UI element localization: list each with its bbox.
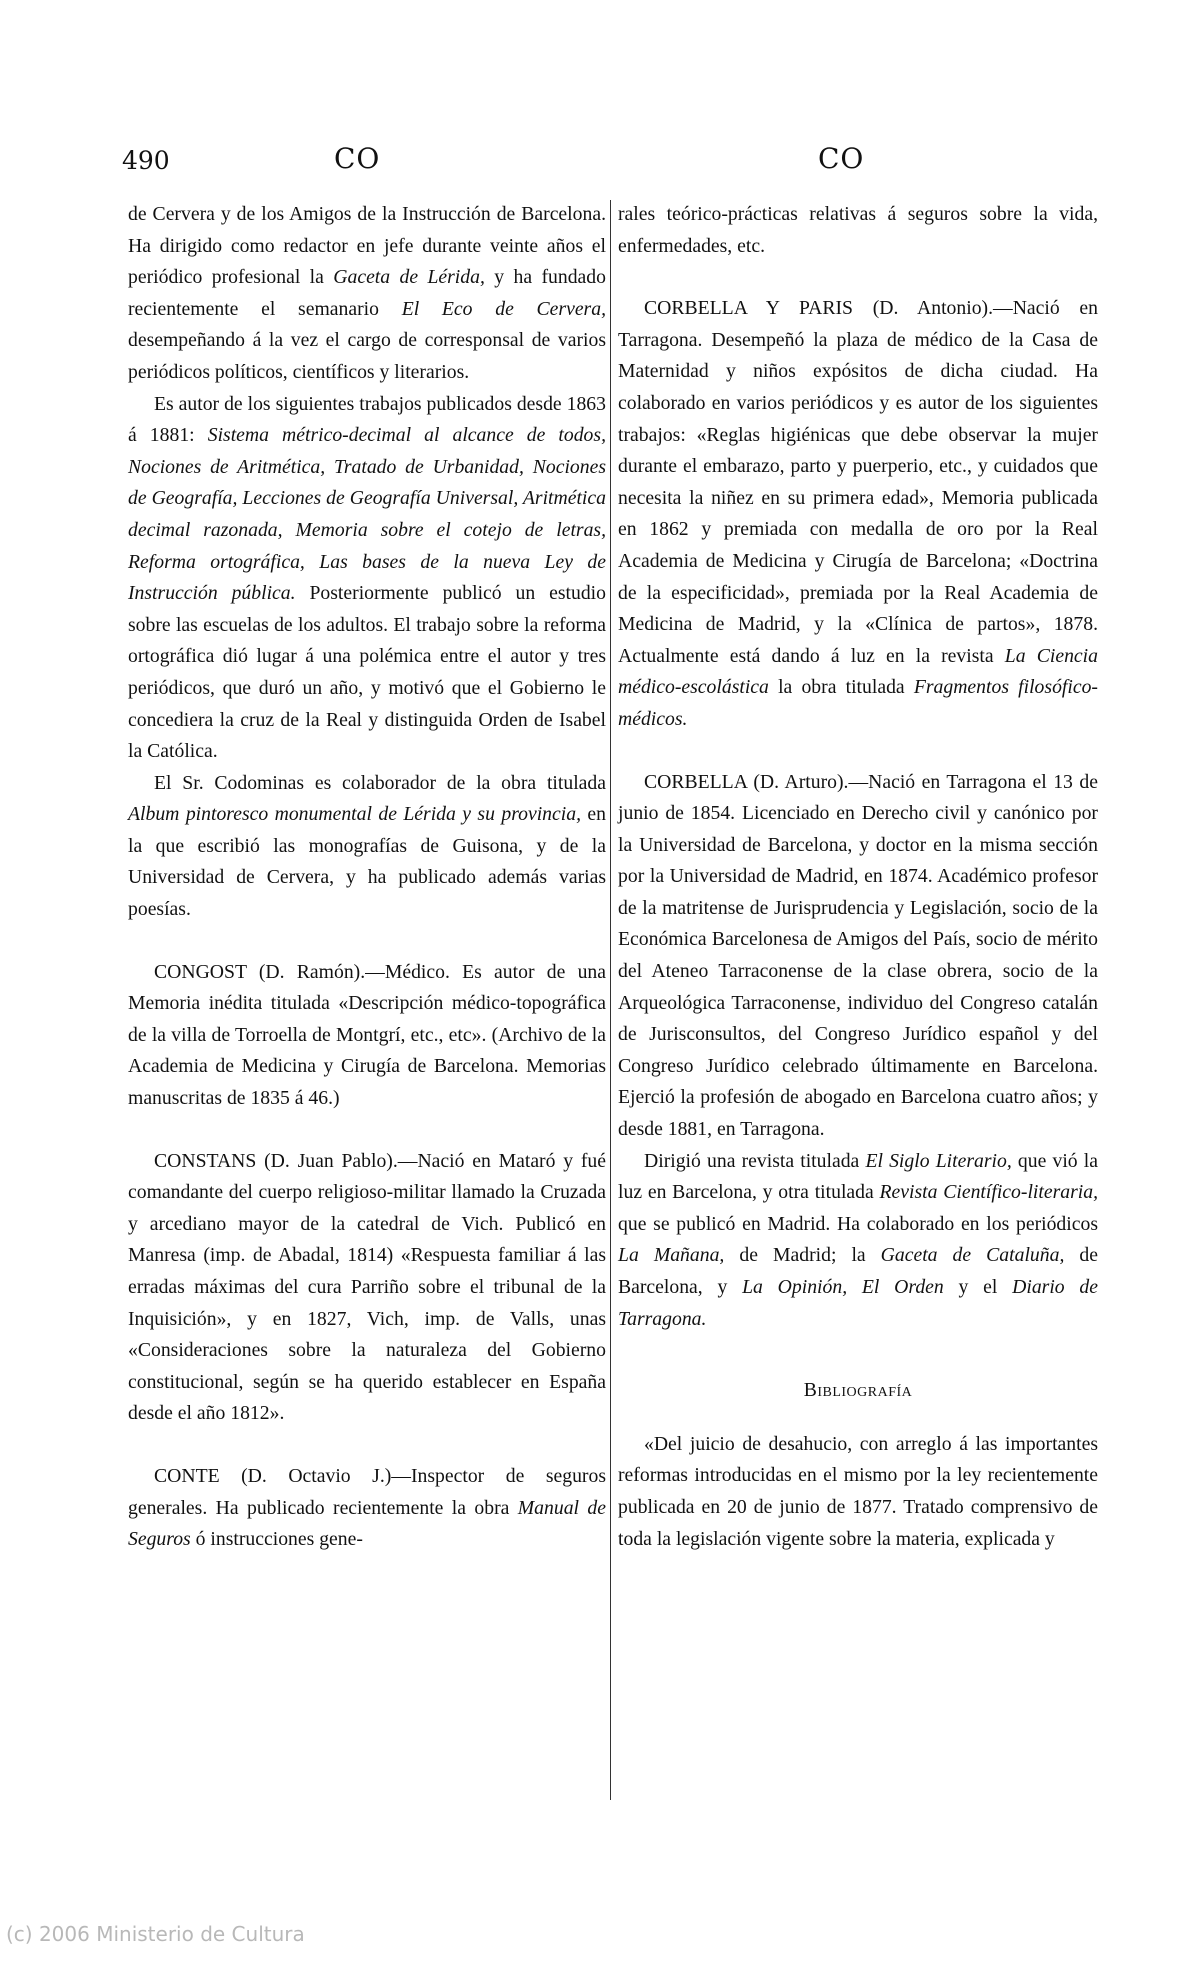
column-rule <box>610 200 611 1800</box>
bibliography-entry: «Del juicio de desahucio, con arreglo á las importantes reformas introducidas en el mismo por la ley recientemente publicada en 20 de junio de 1877. Tratado comprensivo de toda la legislación vigente sobre la materia, explicada y <box>618 1432 1098 1550</box>
entry-codominas-works: Es autor de los siguientes trabajos publicados desde 1863 á 1881: Sistema métrico-decimal al alcance de todos, Nociones de Aritmética, Tratado de Urbanidad, Nociones de Geografía, Lecciones de Geografía Universal, Aritmética decimal razonada, Memoria sobre el cotejo de letras, Reforma ortográfica, Las bases de la nueva Ley de Instrucción pública. Posteriormente publicó un estudio sobre las escuelas de los adultos. El trabajo sobre la reforma ortográfica dió lugar á una polémica entre el autor y tres periódicos, que duró un año, y motivó que el Gobierno le concediera la cruz de la Real y distinguida Orden de Isabel la Católica. <box>128 392 606 763</box>
entry-corbella-arturo: CORBELLA (D. Arturo).—Nació en Tarragona el 13 de junio de 1854. Licenciado en Derecho civil y canónico por la Universidad de Barcelona, y doctor en la misma sección por la Universidad de Madrid, en 1874. Académico profesor de la matritense de Jurisprudencia y Legislación, socio de la Económica Barcelonesa de Amigos del País, socio de mérito del Ateneo Tarraconense de la clase obrera, socio de la Arqueológica Tarraconense, individuo del Congreso catalán de Jurisconsultos, del Congreso Jurídico español y del Congreso Jurídico celebrado últimamente en Barcelona. Ejerció la profesión de abogado en Barcelona cuatro años; y desde 1881, en Tarragona. <box>618 770 1098 1141</box>
left-column <box>128 199 606 1556</box>
copyright-watermark: (c) 2006 Ministerio de Cultura <box>6 1922 305 1946</box>
entry-corbella-paris: CORBELLA Y PARIS (D. Antonio).—Nació en Tarragona. Desempeñó la plaza de médico de la Casa de Maternidad y niños expósitos de dicha ciudad. Ha colaborado en varios periódicos y es autor de los siguientes trabajos: «Reglas higiénicas que debe observar la mujer durante el embarazo, parto y puerperio, etc., y cuidados que necesita la niñez en su primera edad», Memoria publicada en 1862 y premiada con medalla de oro por la Real Academia de Medicina y Cirugía de Barcelona; «Doctrina de la especificidad», premiada por la Real Academia de Medicina de Madrid, y la «Clínica de partos», 1878. Actualmente está dando á luz en la revista La Ciencia médico-escolástica la obra titulada Fragmentos filosófico-médicos. <box>618 297 1098 730</box>
section-heading-bibliografia: Bibliografía <box>803 1379 913 1402</box>
entry-codominas-continuation: de Cervera y de los Amigos de la Instrucción de Barcelona. Ha dirigido como redactor en jefe durante veinte años el periódico profesional la Gaceta de Lérida, y ha fundado recientemente el semanario El Eco de Cervera, desempeñando á la vez el cargo de corresponsal de varios periódicos políticos, científicos y literarios. <box>128 203 606 383</box>
running-head-right: CO <box>818 142 865 175</box>
entry-corbella-arturo-revistas: Dirigió una revista titulada El Siglo Literario, que vió la luz en Barcelona, y otra titulada Revista Científico-literaria, que se publicó en Madrid. Ha colaborado en los periódicos La Mañana, de Madrid; la Gaceta de Cataluña, de Barcelona, y La Opinión, El Orden y el Diario de Tarragona. <box>618 1149 1098 1330</box>
entry-constans: CONSTANS (D. Juan Pablo).—Nació en Mataró y fué comandante del cuerpo religioso-militar llamado la Cruzada y arcediano mayor de la catedral de Vich. Publicó en Manresa (imp. de Abadal, 1814) «Respuesta familiar á las erradas máximas del cura Parriño sobre el tribunal de la Inquisición», y en 1827, Vich, imp. de Valls, unas «Consideraciones sobre la naturaleza del Gobierno constitucional, según se ha querido establecer en España desde el año 1812». <box>128 1149 606 1425</box>
page-number: 490 <box>122 146 170 175</box>
entry-congost: CONGOST (D. Ramón).—Médico. Es autor de una Memoria inédita titulada «Descripción médico-topográfica de la villa de Torroella de Montgrí, etc., etc». (Archivo de la Academia de Medicina y Cirugía de Barcelona. Memorias manuscritas de 1835 á 46.) <box>128 960 606 1110</box>
right-column <box>618 199 1098 1555</box>
entry-conte: CONTE (D. Octavio J.)—Inspector de seguros generales. Ha publicado recientemente la obra Manual de Seguros ó instrucciones gene- <box>128 1464 606 1551</box>
entry-codominas-album: El Sr. Codominas es colaborador de la obra titulada Album pintoresco monumental de Lérida y su provincia, en la que escribió las monografías de Guisona, y de la Universidad de Cervera, y ha publicado además varias poesías. <box>128 771 606 921</box>
running-head-left: CO <box>334 142 381 175</box>
entry-conte-continuation: rales teórico-prácticas relativas á seguros sobre la vida, enfermedades, etc. <box>618 203 1098 257</box>
